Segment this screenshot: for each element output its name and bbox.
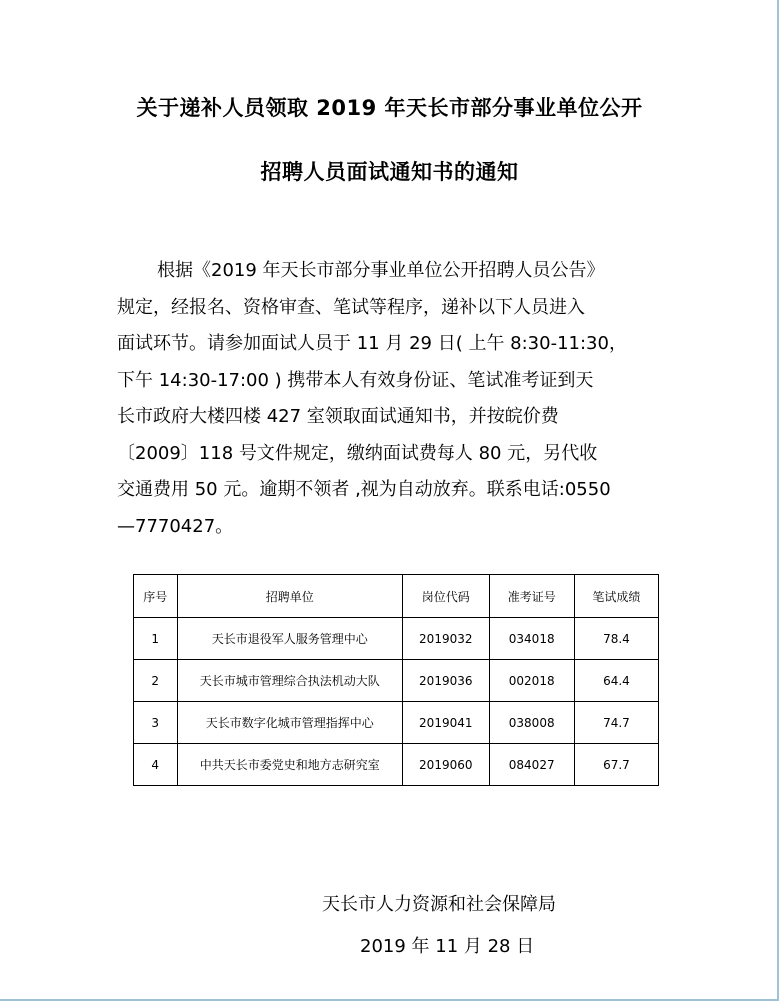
- candidate-table: [133, 574, 659, 786]
- cell-unit: 天长市城市管理综合执法机动大队: [177, 660, 403, 702]
- cell-post-code: 2019036: [403, 660, 489, 702]
- cell-unit: 中共天长市委党史和地方志研究室: [177, 744, 403, 786]
- header-score: 笔试成绩: [574, 575, 658, 618]
- table-row: [134, 660, 659, 702]
- cell-exam-number: 084027: [489, 744, 574, 786]
- cell-exam-number: 038008: [489, 702, 574, 744]
- issuing-organization: 天长市人力资源和社会保障局: [322, 894, 556, 915]
- header-exam-number: 准考证号: [489, 575, 574, 618]
- cell-seq: 3: [134, 702, 178, 744]
- body-line: 交通费用 50 元。逾期不领者 ,视为自动放弃。联系电话:0550: [117, 479, 611, 500]
- cell-unit: 天长市退役军人服务管理中心: [177, 618, 403, 660]
- cell-exam-number: 034018: [489, 618, 574, 660]
- cell-post-code: 2019032: [403, 618, 489, 660]
- body-line: 根据《2019 年天长市部分事业单位公开招聘人员公告》: [157, 260, 605, 281]
- header-seq: 序号: [134, 575, 178, 618]
- body-line: 下午 14:30-17:00 ) 携带本人有效身份证、笔试准考证到天: [117, 369, 594, 391]
- cell-seq: 2: [134, 660, 178, 702]
- title-line-1: 关于递补人员领取 2019 年天长市部分事业单位公开: [136, 96, 643, 120]
- body-line: 规定，经报名、资格审查、笔试等程序，递补以下人员进入: [117, 296, 585, 318]
- cell-seq: 4: [134, 744, 178, 786]
- cell-score: 78.4: [574, 618, 658, 660]
- cell-score: 74.7: [574, 702, 658, 744]
- cell-post-code: 2019041: [403, 702, 489, 744]
- header-unit: 招聘单位: [177, 575, 403, 618]
- cell-unit: 天长市数字化城市管理指挥中心: [177, 702, 403, 744]
- body-line: —7770427。: [117, 515, 234, 537]
- notice-body: [117, 253, 677, 545]
- cell-score: 64.4: [574, 660, 658, 702]
- table-row: [134, 744, 659, 786]
- header-post-code: 岗位代码: [403, 575, 489, 618]
- cell-exam-number: 002018: [489, 660, 574, 702]
- issue-date: 2019 年 11 月 28 日: [360, 936, 535, 957]
- title-line-2: 招聘人员面试通知书的通知: [260, 160, 519, 184]
- body-line: 长市政府大楼四楼 427 室领取面试通知书，并按皖价费: [117, 406, 559, 427]
- table-row: [134, 702, 659, 744]
- body-line: 面试环节。请参加面试人员于 11 月 29 日( 上午 8:30-11:30，: [117, 333, 627, 354]
- cell-seq: 1: [134, 618, 178, 660]
- cell-score: 67.7: [574, 744, 658, 786]
- body-line: 〔2009〕118 号文件规定，缴纳面试费每人 80 元，另代收: [117, 442, 598, 464]
- cell-post-code: 2019060: [403, 744, 489, 786]
- table-header-row: [134, 575, 659, 618]
- table-row: [134, 618, 659, 660]
